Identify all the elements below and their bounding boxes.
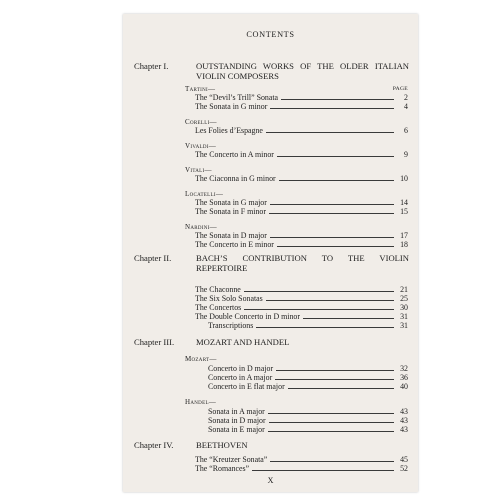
- entry-title: The Sonata in F minor: [195, 207, 267, 216]
- composer-heading: Vivaldi—: [185, 142, 217, 150]
- entry-title: The Concerto in E minor: [195, 240, 274, 249]
- entry-page: 14: [400, 198, 408, 207]
- entry-page: 36: [400, 373, 408, 382]
- entry-title: The Sonata in G minor: [195, 102, 268, 111]
- chapter-label: Chapter IV.: [134, 440, 174, 450]
- toc-entry[interactable]: [208, 425, 408, 434]
- toc-entry[interactable]: [195, 93, 408, 102]
- toc-entry[interactable]: [195, 126, 408, 135]
- leader-line: [276, 370, 394, 371]
- entry-page: 18: [400, 240, 408, 249]
- entry-title: Sonata in A major: [208, 407, 265, 416]
- toc-entry[interactable]: [208, 364, 408, 373]
- entry-page: 43: [400, 425, 408, 434]
- entry-title: The Chaconne: [195, 285, 241, 294]
- toc-entry[interactable]: [208, 321, 408, 330]
- toc-entry[interactable]: [195, 285, 408, 294]
- chapter-label: Chapter II.: [134, 253, 172, 263]
- entry-title: The Concerto in A minor: [195, 150, 274, 159]
- entry-title: The Ciaconna in G minor: [195, 174, 276, 183]
- toc-entry[interactable]: [195, 150, 408, 159]
- leader-line: [279, 180, 394, 181]
- entry-page: 43: [400, 416, 408, 425]
- entry-title: The “Kreutzer Sonata”: [195, 455, 268, 464]
- leader-line: [266, 300, 394, 301]
- chapter-3-heading: [134, 338, 409, 348]
- chapter-2-heading: [134, 254, 409, 273]
- entry-title: The Six Solo Sonatas: [195, 294, 263, 303]
- entry-page: 4: [404, 102, 408, 111]
- leader-line: [277, 246, 394, 247]
- leader-line: [275, 379, 394, 380]
- toc-entry[interactable]: [195, 174, 408, 183]
- toc-entry[interactable]: [208, 373, 408, 382]
- leader-line: [252, 470, 394, 471]
- toc-entry[interactable]: [195, 294, 408, 303]
- entry-title: Concerto in D major: [208, 364, 274, 373]
- entry-page: 10: [400, 174, 408, 183]
- entry-title: Sonata in E major: [208, 425, 265, 434]
- entry-page: 25: [400, 294, 408, 303]
- leader-line: [269, 213, 394, 214]
- entry-title: The “Devil’s Trill” Sonata: [195, 93, 279, 102]
- toc-entry[interactable]: [195, 231, 408, 240]
- entry-page: 32: [400, 364, 408, 373]
- composer-heading: Mozart—: [185, 355, 217, 363]
- toc-entry[interactable]: [195, 240, 408, 249]
- entry-page: 52: [400, 464, 408, 473]
- page-column-label: PAGE: [392, 86, 408, 92]
- leader-line: [266, 132, 394, 133]
- contents-heading: CONTENTS: [246, 30, 295, 39]
- toc-entry[interactable]: [195, 464, 408, 473]
- toc-entry[interactable]: [208, 382, 408, 391]
- composer-heading: Locatelli—: [185, 190, 224, 198]
- toc-entry[interactable]: [208, 416, 408, 425]
- composer-heading: Tartini—: [185, 85, 216, 93]
- entry-page: 43: [400, 407, 408, 416]
- entry-title: The Sonata in G major: [195, 198, 267, 207]
- composer-heading: Handel—: [185, 398, 217, 406]
- toc-entry[interactable]: [195, 303, 408, 312]
- leader-line: [270, 204, 394, 205]
- leader-line: [303, 318, 394, 319]
- chapter-label: Chapter I.: [134, 61, 169, 71]
- toc-entry[interactable]: [195, 455, 408, 464]
- chapter-title: OUTSTANDING WORKS OF THE OLDER ITALIAN VIOLIN COMPOSERS: [196, 61, 409, 81]
- leader-line: [288, 388, 394, 389]
- chapter-title: BEETHOVEN: [196, 440, 248, 450]
- chapter-4-heading: [134, 441, 409, 451]
- book-page: [123, 14, 418, 492]
- leader-line: [256, 327, 394, 328]
- entry-title: The Double Concerto in D minor: [195, 312, 300, 321]
- entry-title: Transcriptions: [208, 321, 254, 330]
- toc-entry[interactable]: [195, 198, 408, 207]
- entry-page: 2: [404, 93, 408, 102]
- entry-page: 31: [400, 321, 408, 330]
- entry-page: 21: [400, 285, 408, 294]
- toc-entry[interactable]: [195, 312, 408, 321]
- chapter-1-heading: [134, 62, 409, 81]
- entry-page: 17: [400, 231, 408, 240]
- composer-heading: Nardini—: [185, 223, 217, 231]
- entry-title: Les Folies d’Espagne: [195, 126, 263, 135]
- composer-heading: Corelli—: [185, 118, 217, 126]
- leader-line: [244, 309, 394, 310]
- toc-entry[interactable]: [208, 407, 408, 416]
- leader-line: [268, 431, 394, 432]
- entry-page: 31: [400, 312, 408, 321]
- entry-page: 30: [400, 303, 408, 312]
- entry-page: 9: [404, 150, 408, 159]
- entry-title: The Concertos: [195, 303, 242, 312]
- composer-heading: Vitali—: [185, 166, 212, 174]
- toc-entry[interactable]: [195, 207, 408, 216]
- leader-line: [270, 108, 394, 109]
- chapter-title: MOZART AND HANDEL: [196, 337, 290, 347]
- leader-line: [269, 422, 394, 423]
- entry-page: 40: [400, 382, 408, 391]
- entry-title: Sonata in D major: [208, 416, 266, 425]
- entry-page: 15: [400, 207, 408, 216]
- entry-title: Concerto in E flat major: [208, 382, 285, 391]
- chapter-title: BACH’S CONTRIBUTION TO THE VIOLIN REPERTOIRE: [196, 253, 409, 273]
- toc-entry[interactable]: [195, 102, 408, 111]
- entry-page: 6: [404, 126, 408, 135]
- leader-line: [270, 461, 394, 462]
- page-number: X: [267, 476, 274, 485]
- chapter-label: Chapter III.: [134, 337, 175, 347]
- leader-line: [270, 237, 394, 238]
- entry-page: 45: [400, 455, 408, 464]
- leader-line: [277, 156, 394, 157]
- leader-line: [281, 99, 394, 100]
- leader-line: [268, 413, 394, 414]
- entry-title: Concerto in A major: [208, 373, 273, 382]
- entry-title: The “Romances”: [195, 464, 250, 473]
- leader-line: [244, 291, 394, 292]
- entry-title: The Sonata in D major: [195, 231, 267, 240]
